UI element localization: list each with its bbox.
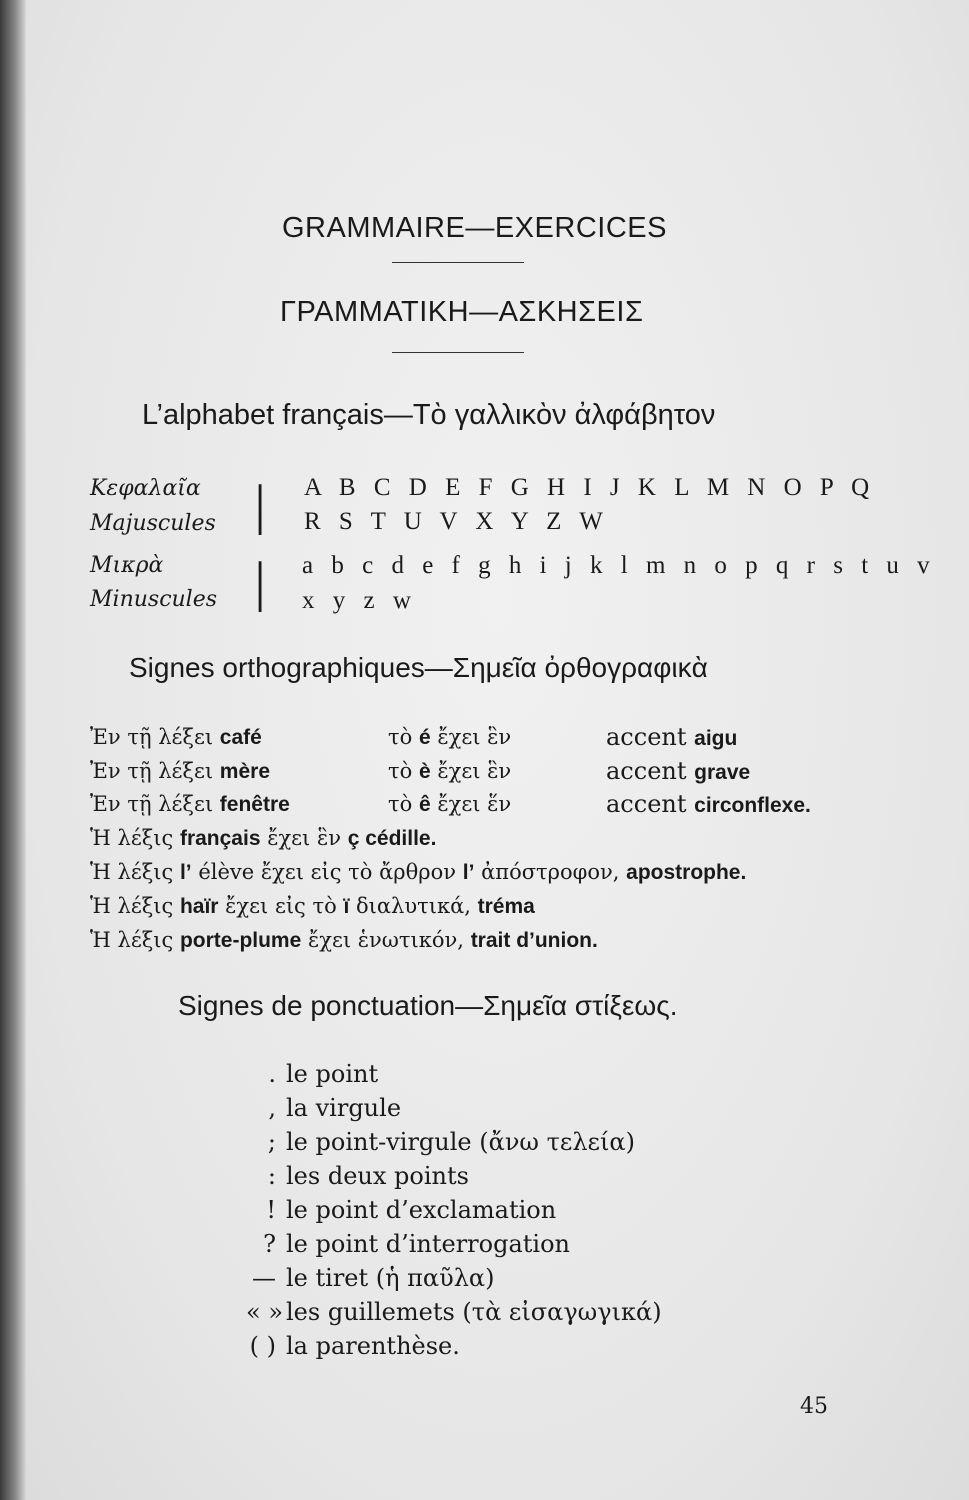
- accent-row-name: accent grave: [606, 757, 751, 785]
- divider: [392, 352, 524, 353]
- punctuation-item: ! le point d’exclamation: [266, 1196, 557, 1224]
- uppercase-label-greek: Κεφαλαῖα: [90, 476, 201, 501]
- punctuation-item: ( ) la parenthèse.: [249, 1332, 460, 1360]
- uppercase-letters-line2: R S T U V X Y Z W: [304, 508, 609, 535]
- accent-row: Ἐν τῇ λέξει café: [90, 725, 262, 749]
- lowercase-label-french: Minuscules: [90, 587, 218, 612]
- example-sentence: Ἡ λέξις l’ élève ἔχει εἰς τὸ ἄρθρον l’ ἀπόστροφον, apostrophe.: [90, 860, 747, 884]
- punctuation-item: : les deux points: [267, 1162, 469, 1190]
- punctuation-item: ? le point d’interrogation: [263, 1230, 570, 1258]
- punctuation-item: ; le point-virgule (ἄνω τελεία): [267, 1128, 635, 1156]
- bracket: |: [254, 555, 267, 613]
- alphabet-title: L’alphabet français—Τὸ γαλλικὸν ἀλφάβητον: [142, 399, 716, 431]
- accent-row-letter: τὸ ê ἔχει ἕν: [388, 792, 512, 816]
- accent-row: Ἐν τῇ λέξει fenêtre: [90, 792, 290, 816]
- lowercase-label-greek: Μικρὰ: [90, 553, 164, 578]
- lowercase-letters-line2: x y z w: [302, 587, 417, 614]
- example-sentence: Ἡ λέξις français ἔχει ἓν ç cédille.: [90, 826, 437, 850]
- heading-french: GRAMMAIRE—EXERCICES: [282, 212, 667, 244]
- uppercase-label-french: Majuscules: [90, 511, 216, 536]
- accent-row: Ἐν τῇ λέξει mère: [90, 759, 270, 783]
- punctuation-item: , la virgule: [268, 1094, 402, 1122]
- example-sentence: Ἡ λέξις porte-plume ἔχει ἑνωτικόν, trait d’union.: [90, 928, 598, 952]
- book-page: [26, 0, 969, 1500]
- lowercase-letters-line1: a b c d e f g h i j k l m n o p q r s t u v: [302, 552, 936, 579]
- orthographic-signs-title: Signes orthographiques—Σημεῖα ὀρθογραφικὰ: [129, 652, 708, 683]
- uppercase-letters-line1: A B C D E F G H I J K L M N O P Q: [304, 474, 876, 501]
- page-number: 45: [800, 1394, 828, 1419]
- example-sentence: Ἡ λέξις haïr ἔχει εἰς τὸ ï διαλυτικά, tréma: [90, 894, 535, 918]
- punctuation-title: Signes de ponctuation—Σημεῖα στίξεως.: [178, 990, 678, 1021]
- accent-row-name: accent circonflexe.: [606, 790, 811, 818]
- punctuation-item: . le point: [268, 1060, 379, 1088]
- punctuation-item: — le tiret (ἡ παῦλα): [252, 1264, 495, 1292]
- bracket: |: [254, 478, 267, 536]
- punctuation-item: « » les guillemets (τὰ εἰσαγωγικά): [246, 1298, 662, 1326]
- book-binding-shadow: [0, 0, 26, 1500]
- accent-row-letter: τὸ è ἔχει ἓν: [388, 759, 512, 783]
- accent-row-letter: τὸ é ἔχει ἓν: [388, 725, 512, 749]
- heading-greek: ΓΡΑΜΜΑΤΙΚΗ—ΑΣΚΗΣΕΙΣ: [280, 296, 644, 328]
- accent-row-name: accent aigu: [606, 723, 738, 751]
- divider: [392, 262, 524, 263]
